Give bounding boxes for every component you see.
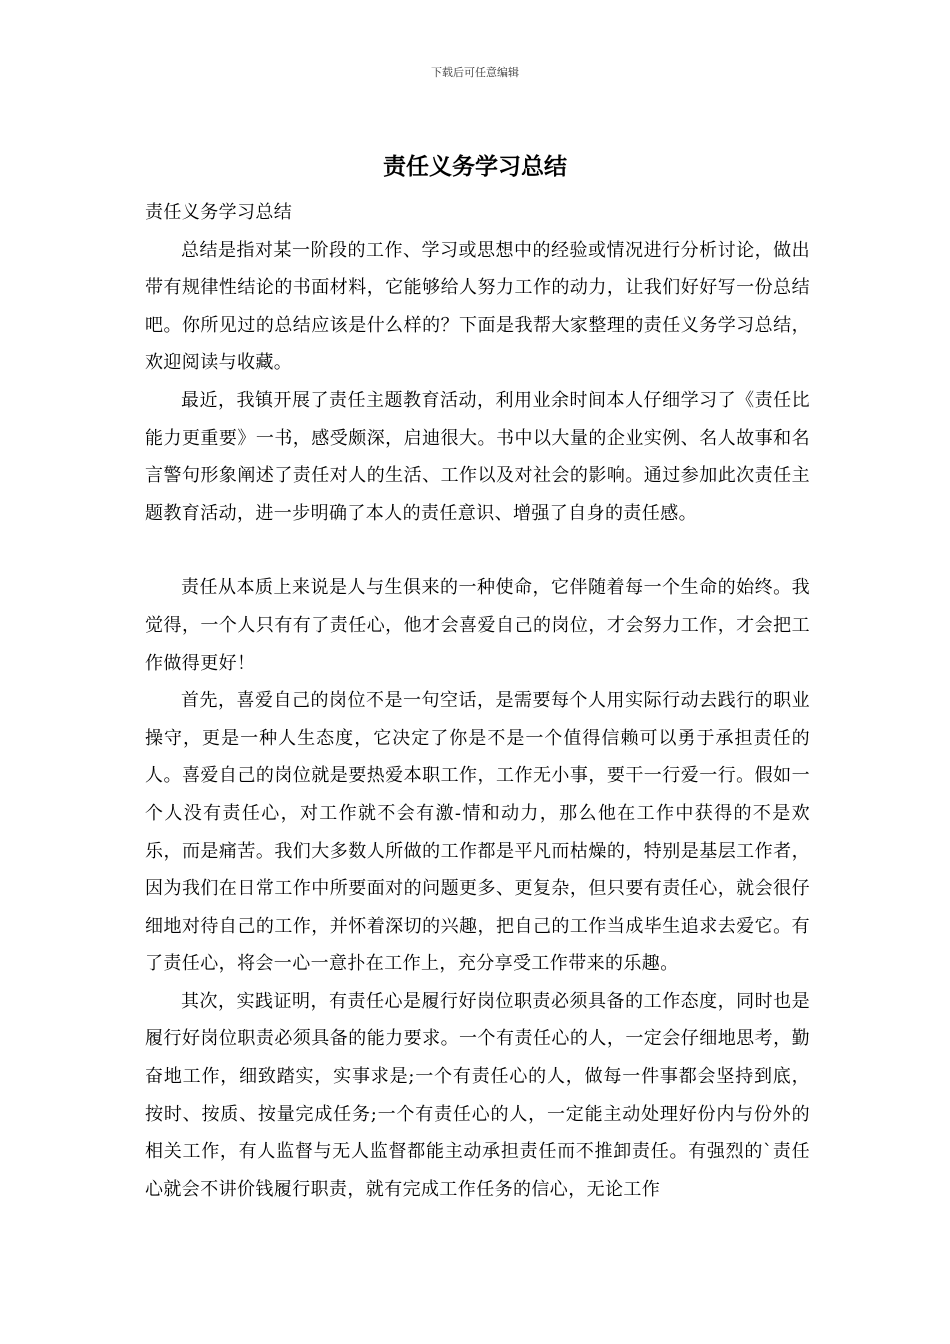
- paragraph-intro: 总结是指对某一阶段的工作、学习或思想中的经验或情况进行分析讨论，做出带有规律性结论的书面材料，它能够给人努力工作的动力，让我们好好写一份总结吧。你所见过的总结应该是什么样的？下面是我帮大家整理的责任义务学习总结，欢迎阅读与收藏。: [145, 239, 810, 374]
- document-subtitle: 责任义务学习总结: [145, 202, 293, 223]
- paragraph-activity: 最近，我镇开展了责任主题教育活动，利用业余时间本人仔细学习了《责任比能力更重要》一书，感受颇深，启迪很大。书中以大量的企业实例、名人故事和名言警句形象阐述了责任对人的生活、工作以及对社会的影响。通过参加此次责任主题教育活动，进一步明确了本人的责任意识、增强了自身的责任感。: [145, 389, 810, 524]
- document-title: 责任义务学习总结: [383, 153, 567, 180]
- page-header-note: 下载后可任意编辑: [431, 66, 519, 79]
- document-body: [145, 194, 810, 1208]
- paragraph-first: 首先，喜爱自己的岗位不是一句空话，是需要每个人用实际行动去践行的职业操守，更是一种人生态度，它决定了你是不是一个值得信赖可以勇于承担责任的人。喜爱自己的岗位就是要热爱本职工作，工作无小事，要干一行爱一行。假如一个人没有责任心，对工作就不会有激-情和动力，那么他在工作中获得的不是欢乐，而是痛苦。我们大多数人所做的工作都是平凡而枯燥的，特别是基层工作者，因为我们在日常工作中所要面对的问题更多、更复杂，但只要有责任心，就会很仔细地对待自己的工作，并怀着深切的兴趣，把自己的工作当成毕生追求去爱它。有了责任心，将会一心一意扑在工作上，充分享受工作带来的乐趣。: [145, 690, 810, 975]
- paragraph-responsibility: 责任从本质上来说是人与生俱来的一种使命，它伴随着每一个生命的始终。我觉得，一个人只有有了责任心，他才会喜爱自己的岗位，才会努力工作，才会把工作做得更好！: [145, 577, 810, 674]
- paragraph-second: 其次，实践证明，有责任心是履行好岗位职责必须具备的工作态度，同时也是履行好岗位职责必须具备的能力要求。一个有责任心的人，一定会仔细地思考，勤奋地工作，细致踏实，实事求是;一个有责任心的人，做每一件事都会坚持到底，按时、按质、按量完成任务;一个有责任心的人，一定能主动处理好份内与份外的相关工作，有人监督与无人监督都能主动承担责任而不推卸责任。有强烈的`责任心就会不讲价钱履行职责，就有完成工作任务的信心，无论工作: [145, 990, 810, 1200]
